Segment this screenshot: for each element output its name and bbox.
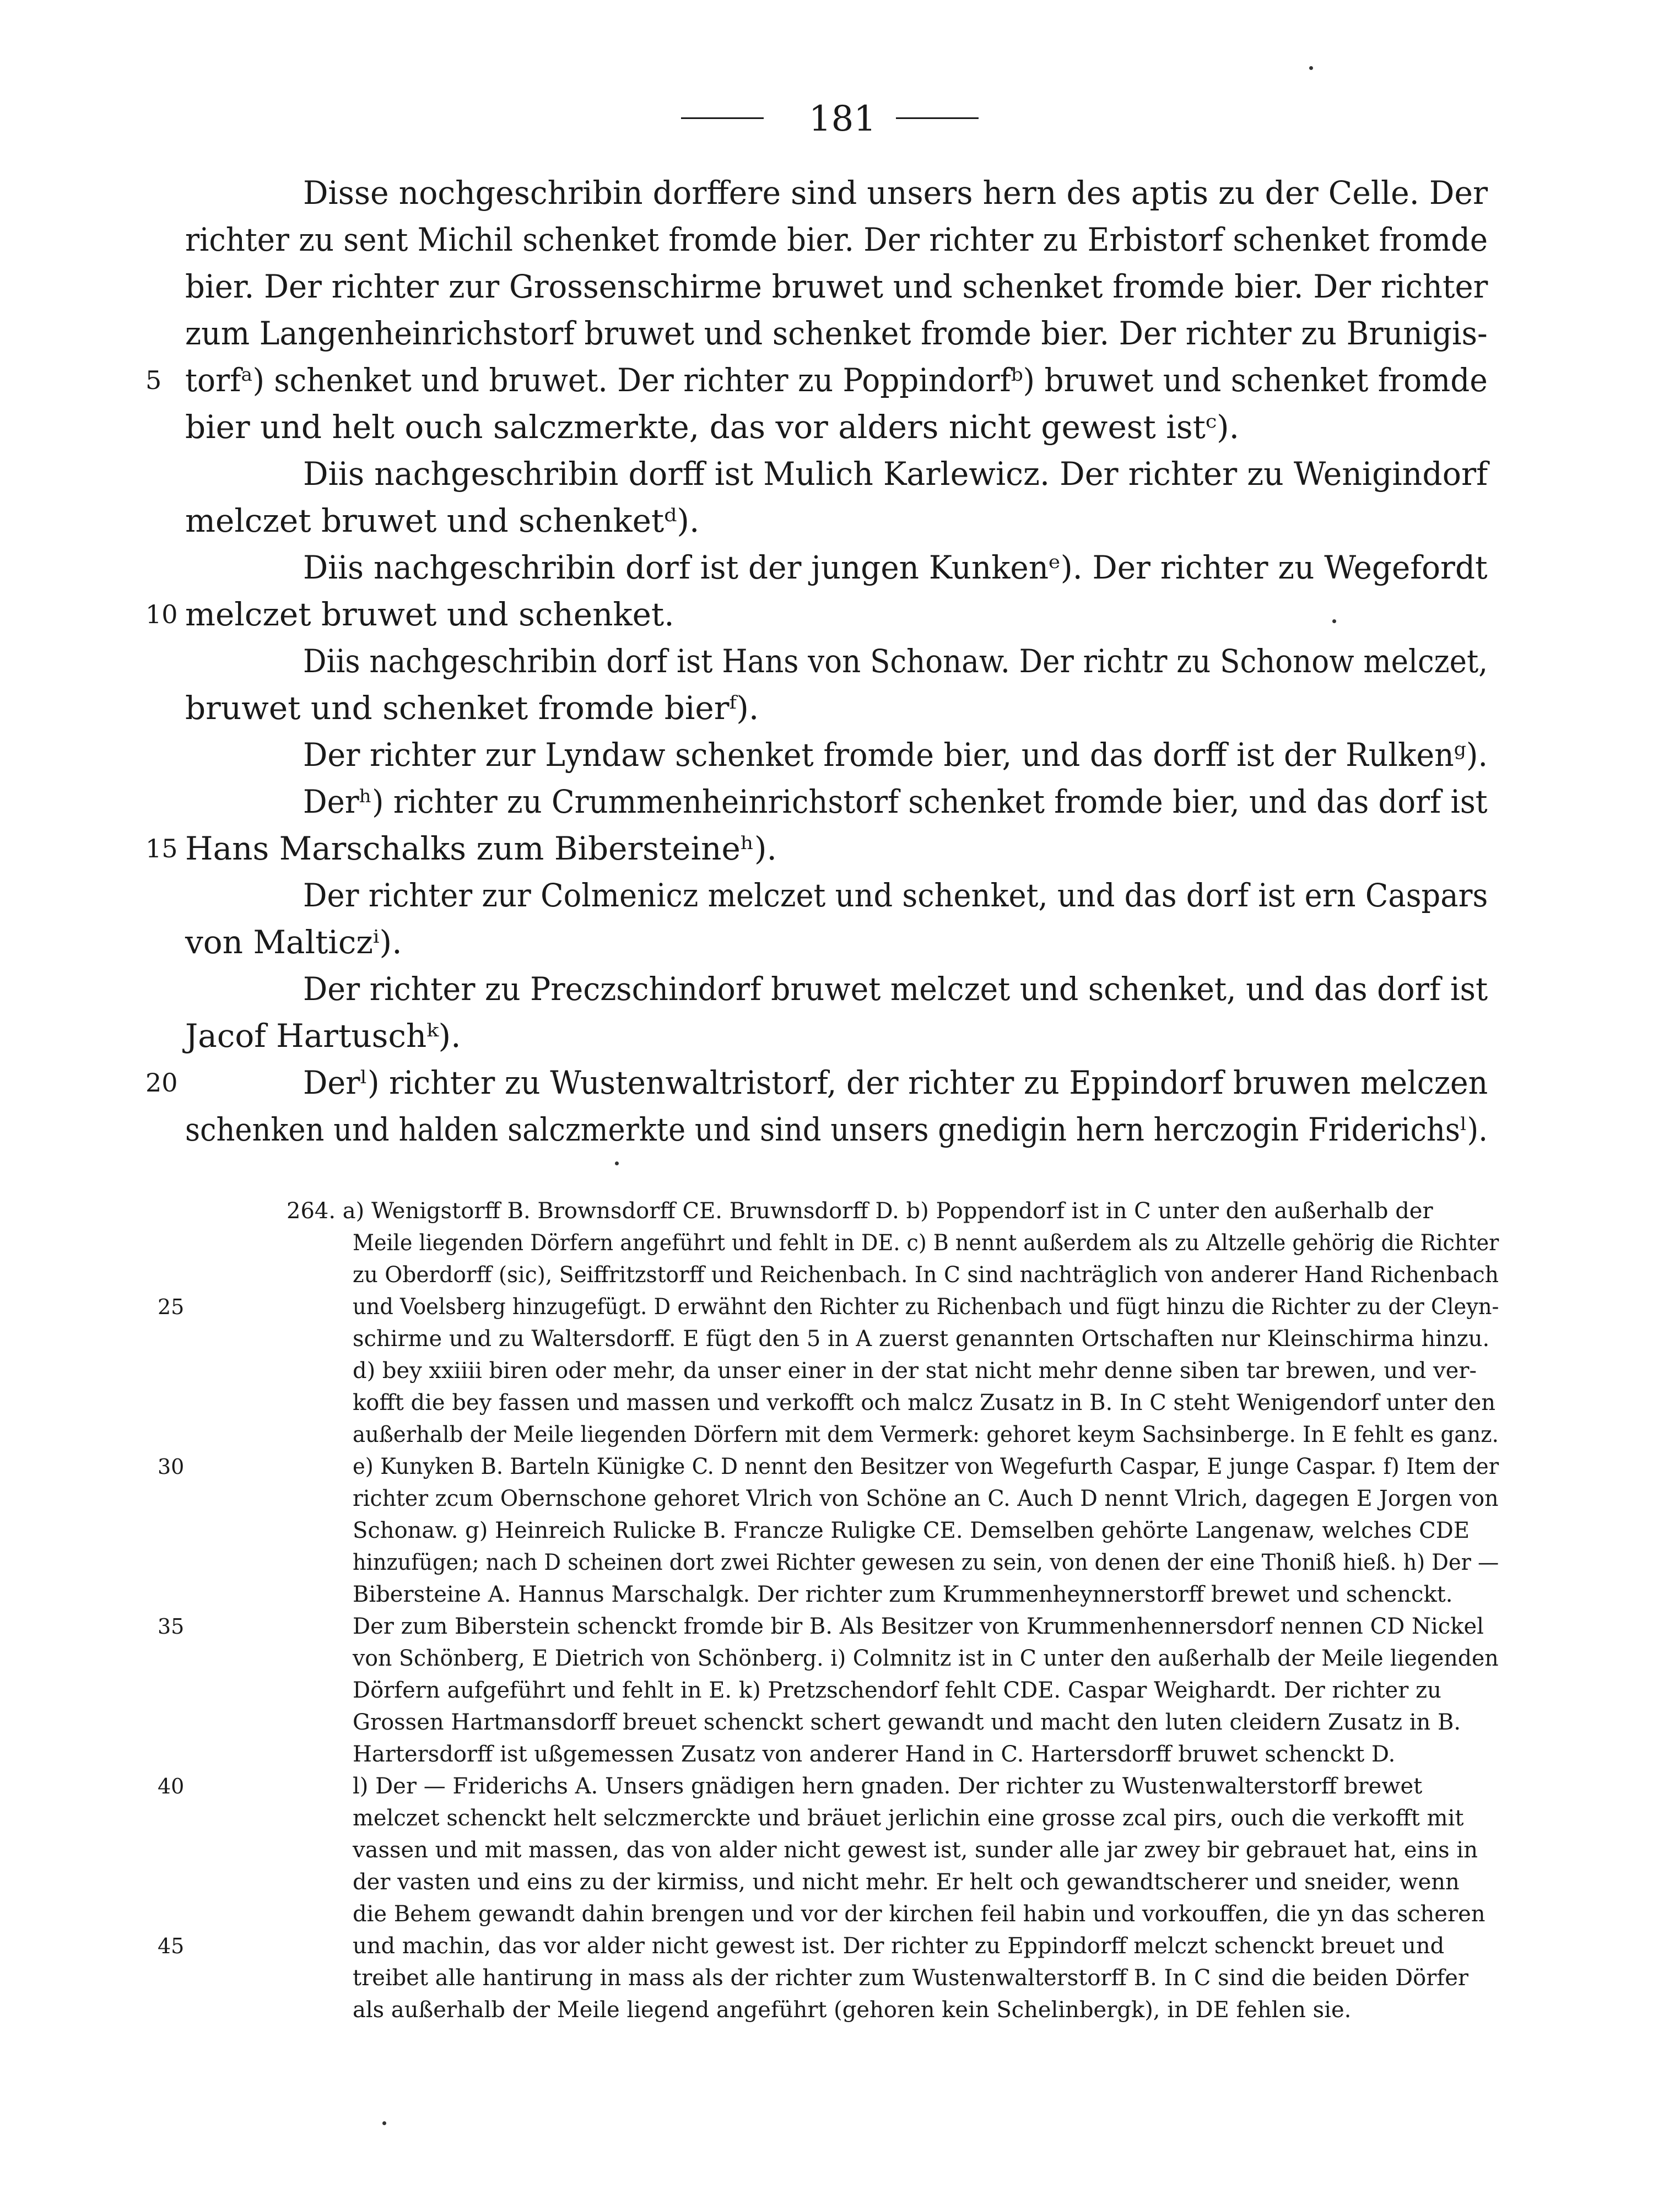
- footnote-line: Schonaw. g) Heinreich Rulicke B. Francze Ruligke CE. Demselben gehörte Langenaw, welches CDE: [353, 1518, 1470, 1543]
- text-line: melczet bruwet und schenketᵈ).: [185, 502, 700, 539]
- text-line: bruwet und schenket fromde bierᶠ).: [185, 689, 759, 727]
- print-speck: [382, 2121, 386, 2125]
- footnote-line: richter zcum Obernschone gehoret Vlrich von Schöne an C. Auch D nennt Vlrich, dagegen E Jorgen von: [353, 1486, 1499, 1511]
- header-rule-right: [896, 117, 979, 119]
- footnote-line: melczet schenckt helt selczmerckte und bräuet jerlichin eine grosse zcal pirs, ouch die verkofft mit: [353, 1806, 1464, 1831]
- text-line: Derʰ) richter zu Crummenheinrichstorf schenket fromde bier, und das dorf ist: [303, 783, 1488, 820]
- footnote-line: außerhalb der Meile liegenden Dörfern mit dem Vermerk: gehoret keym Sachsinberge. In E fehlt es ganz.: [353, 1422, 1499, 1447]
- footnote-line: zu Oberdorff (sic), Seiffritzstorff und Reichenbach. In C sind nachträglich von anderer Hand Richenbach: [353, 1262, 1499, 1288]
- footnote-line: vassen und mit massen, das von alder nicht gewest ist, sunder alle jar zwey bir gebrauet hat, eins in: [353, 1838, 1478, 1863]
- footnote-line: und machin, das vor alder nicht gewest ist. Der richter zu Eppindorff melczt schenckt breuet und: [353, 1933, 1445, 1959]
- line-number: 20: [145, 1068, 178, 1098]
- footnote-line: 264. a) Wenigstorff B. Brownsdorff CE. Bruwnsdorff D. b) Poppendorf ist in C unter den außerhalb der: [287, 1198, 1433, 1224]
- print-speck: [615, 1161, 619, 1165]
- text-line: von Malticzⁱ).: [185, 923, 402, 961]
- line-number: 5: [145, 365, 162, 395]
- print-speck: [1332, 619, 1336, 623]
- line-number: 35: [158, 1614, 185, 1639]
- footnote-line: von Schönberg, E Dietrich von Schönberg. i) Colmnitz ist in C unter den außerhalb der Meile liegenden: [353, 1646, 1499, 1671]
- footnote-line: der vasten und eins zu der kirmiss, und nicht mehr. Er helt och gewandtscherer und sneider, wenn: [353, 1869, 1460, 1895]
- footnote-line: kofft die bey fassen und massen und verkofft och malcz Zusatz in B. In C steht Wenigendorf unter den: [353, 1390, 1495, 1415]
- text-line: melczet bruwet und schenket.: [185, 596, 674, 633]
- text-line: Hans Marschalks zum Bibersteineʰ).: [185, 830, 777, 867]
- footnote-line: Dörfern aufgeführt und fehlt in E. k) Pretzschendorf fehlt CDE. Caspar Weighardt. Der richter zu: [353, 1678, 1441, 1703]
- text-line: Diis nachgeschribin dorf ist der jungen Kunkenᵉ). Der richter zu Wegefordt: [303, 549, 1488, 586]
- footnote-line: als außerhalb der Meile liegend angeführt (gehoren kein Schelinbergk), in DE fehlen sie.: [353, 1997, 1352, 2023]
- footnote-line: treibet alle hantirung in mass als der richter zum Wustenwalterstorff B. In C sind die beiden Dörfer: [353, 1965, 1468, 1991]
- text-line: Der richter zu Preczschindorf bruwet melczet und schenket, und das dorf ist: [303, 970, 1488, 1008]
- footnote-line: die Behem gewandt dahin brengen und vor der kirchen feil habin und vorkouffen, die yn das scheren: [353, 1901, 1485, 1927]
- print-speck: [1309, 66, 1313, 70]
- footnote-line: Grossen Hartmansdorff breuet schenckt schert gewandt und macht den luten cleidern Zusatz in B.: [353, 1710, 1461, 1735]
- text-line: Diis nachgeschribin dorff ist Mulich Karlewicz. Der richter zu Wenigindorf: [303, 455, 1488, 493]
- page-number: 181: [808, 99, 877, 139]
- footnote-line: Bibersteine A. Hannus Marschalgk. Der richter zum Krummenheynnerstorff brewet und schenckt.: [353, 1582, 1453, 1607]
- line-number: 45: [158, 1934, 185, 1958]
- text-line: Der richter zur Colmenicz melczet und schenket, und das dorf ist ern Caspars: [303, 877, 1488, 914]
- text-line: Der richter zur Lyndaw schenket fromde bier, und das dorff ist der Rulkenᵍ).: [303, 736, 1488, 774]
- footnote-line: schirme und zu Waltersdorff. E fügt den 5 in A zuerst genannten Ortschaften nur Kleinschirma hinzu.: [353, 1326, 1490, 1352]
- footnote-line: Meile liegenden Dörfern angeführt und fehlt in DE. c) B nennt außerdem als zu Altzelle gehörig die Richter: [353, 1230, 1499, 1256]
- text-line: Derˡ) richter zu Wustenwaltristorf, der richter zu Eppindorf bruwen melczen: [303, 1064, 1488, 1101]
- footnote-line: und Voelsberg hinzugefügt. D erwähnt den Richter zu Richenbach und fügt hinzu die Richter zu der Cleyn-: [353, 1294, 1499, 1320]
- line-number: 40: [158, 1774, 185, 1798]
- line-number: 30: [158, 1455, 185, 1479]
- text-line: Jacof Hartuschᵏ).: [185, 1017, 461, 1055]
- footnote-line: Hartersdorff ist ußgemessen Zusatz von anderer Hand in C. Hartersdorff bruwet schenckt D.: [353, 1742, 1396, 1767]
- text-line: bier. Der richter zur Grossenschirme bruwet und schenket fromde bier. Der richter: [185, 268, 1488, 305]
- line-number: 10: [145, 599, 178, 629]
- footnote-line: hinzufügen; nach D scheinen dort zwei Richter gewesen zu sein, von denen der eine Thoniß hieß. h) Der —: [353, 1550, 1499, 1575]
- text-line: Disse nochgeschribin dorffere sind unsers hern des aptis zu der Celle. Der: [303, 174, 1488, 212]
- text-line: richter zu sent Michil schenket fromde bier. Der richter zu Erbistorf schenket fromde: [185, 221, 1488, 258]
- text-line: bier und helt ouch salczmerkte, das vor alders nicht gewest istᶜ).: [185, 408, 1240, 446]
- line-number: 15: [145, 834, 178, 863]
- text-line: Diis nachgeschribin dorf ist Hans von Schonaw. Der richtr zu Schonow melczet,: [303, 642, 1488, 680]
- text-line: schenken und halden salczmerkte und sind unsers gnedigin hern herczogin Friderichsˡ).: [185, 1111, 1488, 1148]
- text-line: zum Langenheinrichstorf bruwet und schenket fromde bier. Der richter zu Brunigis-: [185, 315, 1488, 352]
- footnote-line: Der zum Biberstein schenckt fromde bir B. Als Besitzer von Krummenhennersdorf nennen CD Nickel: [353, 1614, 1484, 1639]
- footnote-line: d) bey xxiiii biren oder mehr, da unser einer in der stat nicht mehr denne siben tar brewen, und ver-: [353, 1358, 1477, 1384]
- text-line: torfᵃ) schenket und bruwet. Der richter zu Poppindorfᵇ) bruwet und schenket fromde: [185, 361, 1488, 399]
- header-rule-left: [681, 117, 764, 119]
- footnote-line: l) Der — Friderichs A. Unsers gnädigen hern gnaden. Der richter zu Wustenwalterstorff brewet: [353, 1774, 1423, 1799]
- footnote-line: e) Kunyken B. Barteln Künigke C. D nennt den Besitzer von Wegefurth Caspar, E junge Caspar. f) Item der: [353, 1454, 1499, 1479]
- line-number: 25: [158, 1295, 185, 1319]
